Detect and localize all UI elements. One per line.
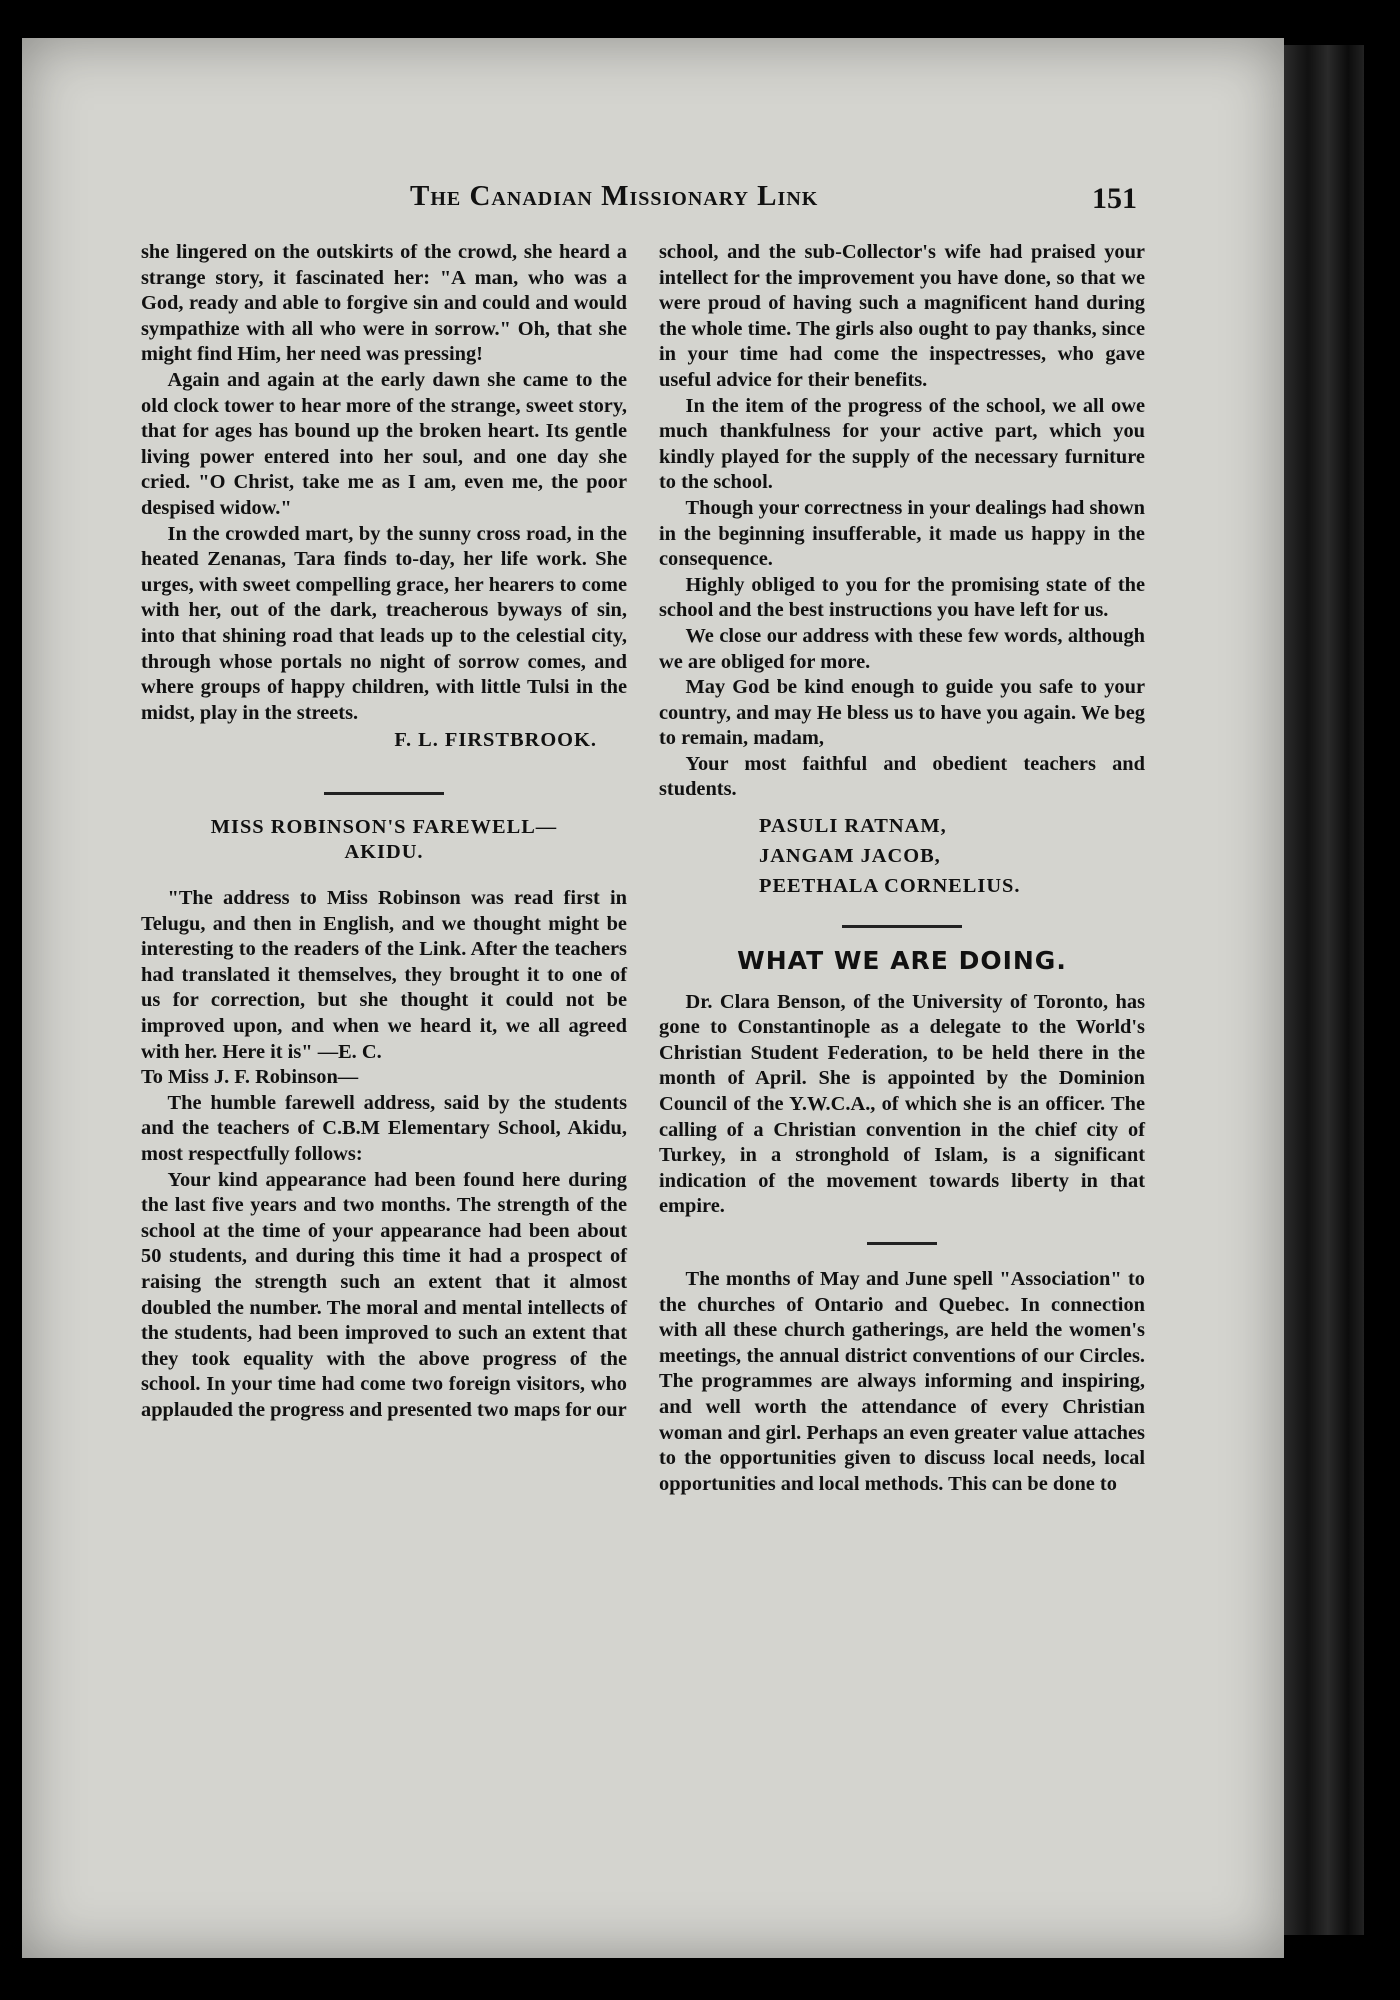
address-paragraph: Though your correctness in your dealings had shown in the beginning insufferable, it made us happy in the consequence.: [659, 496, 1145, 571]
right-column: [659, 240, 1145, 1497]
address-paragraph: We close our address with these few words, although we are obliged for more.: [659, 624, 1145, 673]
farewell-title-line: MISS ROBINSON'S FAREWELL—: [210, 815, 558, 838]
doing-paragraph: Dr. Clara Benson, of the University of Toronto, has gone to Constantinople as a delegate to the World's Christian Student Federation, to be held there in the month of April. She is appointed by the Dominion Council of the Y.W.C.A., of which she is an officer. The calling of a Christian convention in the chief city of Turkey, in a stronghold of Islam, is a significant indication of the movement towards liberty in that empire.: [659, 990, 1145, 1218]
address-paragraph: Your kind appearance had been found here during the last five years and two months. The strength of the school at the time of your appearance had been about 50 students, and during this time it had a prospect of raising the strength such an extent that it almost doubled the number. The moral and mental intellects of the students, had been improved to such an extent that they took equality with the above progress of the school. In your time had come two foreign visitors, who applauded the progress and presented two maps for our: [141, 1168, 627, 1421]
address-paragraph: May God be kind enough to guide you safe to your country, and may He bless us to have you again. We beg to remain, madam,: [659, 676, 1145, 750]
left-column: [141, 240, 627, 1424]
book-page-edges: [1284, 45, 1364, 1935]
doing-title: WHAT WE ARE DOING.: [737, 946, 1067, 976]
signer-name: PEETHALA CORNELIUS.: [759, 875, 1021, 898]
section-divider: [842, 925, 962, 928]
section-divider: [867, 1242, 937, 1245]
farewell-intro: "The address to Miss Robinson was read first in Telugu, and then in English, and we thought might be interesting to the readers of the Link. After the teachers had translated it themselves, they brought it to one of us for correction, but she thought it could not be improved upon, and when we heard it, we all agreed with her. Here it is" —E. C.: [141, 887, 627, 1063]
story-author: F. L. FIRSTBROOK.: [394, 729, 597, 752]
story-paragraph: Again and again at the early dawn she came to the old clock tower to hear more of the strange, sweet story, that for ages has bound up the broken heart. Its gentle living power entered into her soul, and one day she cried. "O Christ, take me as I am, even me, the poor despised widow.": [141, 368, 627, 519]
story-paragraph: she lingered on the outskirts of the crowd, she heard a strange story, it fascinated her: "A man, who was a God, ready and able to forgive sin and could and would sympathize with all who were in sorrow." Oh, that she might find Him, her need was pressing!: [141, 241, 627, 366]
salutation: To Miss J. F. Robinson—: [141, 1066, 359, 1089]
page-number: 151: [1092, 182, 1137, 215]
signer-name: PASULI RATNAM,: [759, 815, 947, 838]
address-paragraph: Highly obliged to you for the promising state of the school and the best instructions you have left for us.: [659, 573, 1145, 622]
running-title: The Canadian Missionary Link: [410, 180, 819, 212]
address-paragraph: In the item of the progress of the school, we all owe much thankfulness for your active part, which you kindly played for the supply of the necessary furniture to the school.: [659, 394, 1145, 494]
address-paragraph: The humble farewell address, said by the students and the teachers of C.B.M Elementary School, Akidu, most respectfully follows:: [141, 1091, 627, 1165]
farewell-title-line: AKIDU.: [344, 841, 424, 864]
doing-paragraph: The months of May and June spell "Association" to the churches of Ontario and Quebec. In connection with all these church gatherings, are held the women's meetings, the annual district conventions of our Circles. The programmes are always informing and inspiring, and well worth the attendance of every Christian woman and girl. Perhaps an even greater value attaches to the opportunities given to discuss local needs, local opportunities and local methods. This can be done to: [659, 1268, 1145, 1495]
section-divider: [324, 792, 444, 795]
signers: [659, 811, 1145, 901]
address-closing: Your most faithful and obedient teachers and students.: [659, 752, 1145, 801]
signer-name: JANGAM JACOB,: [759, 845, 941, 868]
story-paragraph: In the crowded mart, by the sunny cross road, in the heated Zenanas, Tara finds to-day, her life work. She urges, with sweet compelling grace, her hearers to come with her, out of the dark, treacherous byways of sin, into that shining road that leads up to the celestial city, through whose portals no night of sorrow comes, and where groups of happy children, with little Tulsi in the midst, play in the streets.: [141, 522, 627, 724]
farewell-title: [141, 815, 627, 866]
address-paragraph: school, and the sub-Collector's wife had praised your intellect for the improvement you have done, so that we were proud of having such a magnificent hand during the whole time. The girls also ought to pay thanks, since in your time had come the inspectresses, who gave useful advice for their benefits.: [659, 241, 1145, 391]
